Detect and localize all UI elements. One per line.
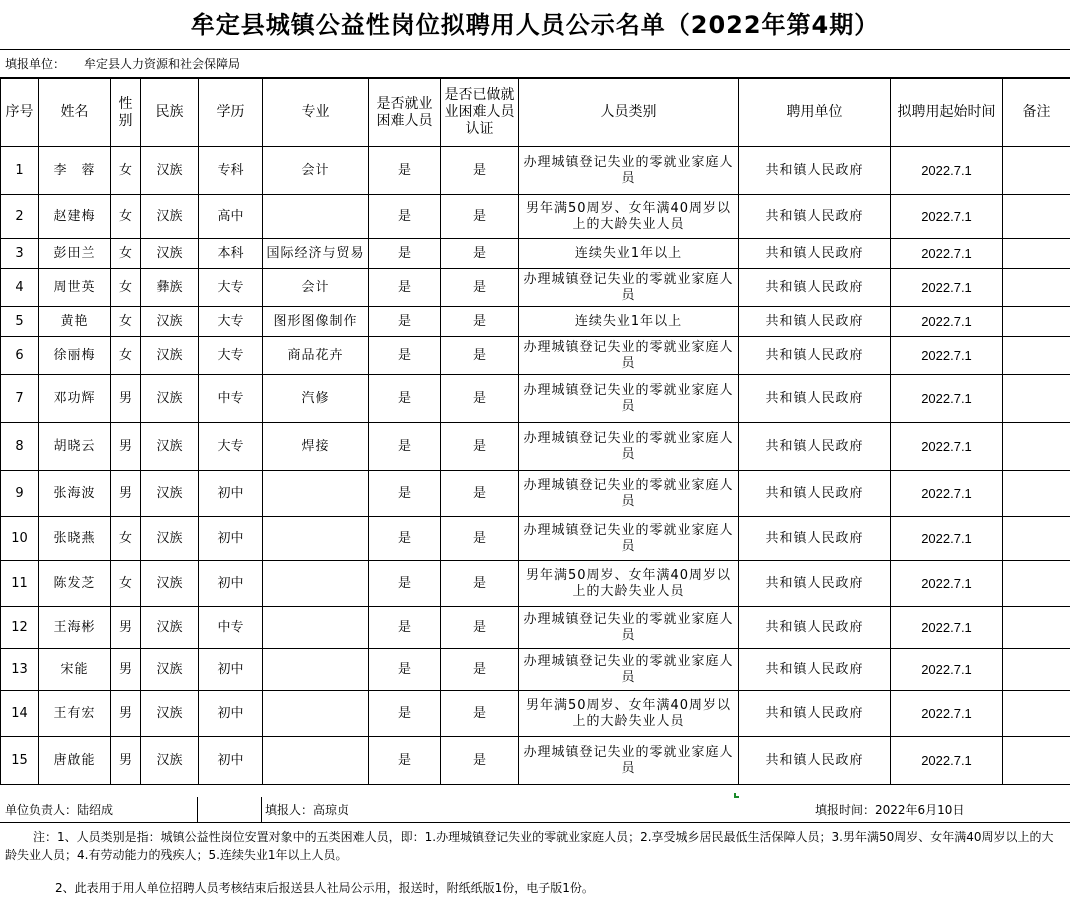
name-cell: 陈发芝	[39, 561, 111, 607]
ethnic-cell: 汉族	[141, 147, 199, 195]
signature-line	[0, 797, 1070, 823]
table-row	[1, 239, 1070, 269]
is-difficult-cell: 是	[369, 649, 441, 691]
name-cell: 李 蓉	[39, 147, 111, 195]
certified-cell: 是	[441, 337, 519, 375]
category-cell: 连续失业1年以上	[519, 307, 739, 337]
header-remark: 备注	[1003, 79, 1070, 147]
employer-cell: 共和镇人民政府	[739, 195, 891, 239]
ethnic-cell: 汉族	[141, 471, 199, 517]
name-cell: 赵建梅	[39, 195, 111, 239]
category-cell: 男年满50周岁、女年满40周岁以上的大龄失业人员	[519, 561, 739, 607]
seq-cell: 5	[1, 307, 39, 337]
name-cell: 胡晓云	[39, 423, 111, 471]
edu-cell: 初中	[199, 649, 263, 691]
ethnic-cell: 汉族	[141, 423, 199, 471]
table-header-row	[1, 79, 1070, 147]
major-cell: 焊接	[263, 423, 369, 471]
major-cell	[263, 691, 369, 737]
category-cell: 办理城镇登记失业的零就业家庭人员	[519, 147, 739, 195]
category-cell: 办理城镇登记失业的零就业家庭人员	[519, 375, 739, 423]
table-row	[1, 737, 1070, 785]
remark-cell	[1003, 147, 1070, 195]
table-row	[1, 607, 1070, 649]
sex-cell: 女	[111, 517, 141, 561]
seq-cell: 1	[1, 147, 39, 195]
start-date-cell: 2022.7.1	[891, 517, 1003, 561]
ethnic-cell: 彝族	[141, 269, 199, 307]
start-date-cell: 2022.7.1	[891, 737, 1003, 785]
employer-cell: 共和镇人民政府	[739, 337, 891, 375]
certified-cell: 是	[441, 423, 519, 471]
name-cell: 邓功辉	[39, 375, 111, 423]
table-row	[1, 337, 1070, 375]
table-row	[1, 375, 1070, 423]
start-date-cell: 2022.7.1	[891, 375, 1003, 423]
header-sex: 性别	[111, 79, 141, 147]
name-cell: 周世英	[39, 269, 111, 307]
edu-cell: 初中	[199, 561, 263, 607]
note-1: 注：1、人员类别是指：城镇公益性岗位安置对象中的五类困难人员，即：1.办理城镇登记失业的零就业家庭人员；2.享受城乡居民最低生活保障人员；3.男年满50周岁、女年满40周岁以上的大龄失业人员；4.有劳动能力的残疾人；5.连续失业1年以上人员。	[5, 830, 1054, 862]
is-difficult-cell: 是	[369, 307, 441, 337]
employer-cell: 共和镇人民政府	[739, 307, 891, 337]
certified-cell: 是	[441, 471, 519, 517]
certified-cell: 是	[441, 269, 519, 307]
certified-cell: 是	[441, 561, 519, 607]
table-row	[1, 561, 1070, 607]
remark-cell	[1003, 561, 1070, 607]
sex-cell: 男	[111, 423, 141, 471]
remark-cell	[1003, 307, 1070, 337]
sex-cell: 女	[111, 307, 141, 337]
remark-cell	[1003, 517, 1070, 561]
is-difficult-cell: 是	[369, 737, 441, 785]
start-date-cell: 2022.7.1	[891, 269, 1003, 307]
ethnic-cell: 汉族	[141, 649, 199, 691]
footer-divider	[261, 797, 262, 823]
is-difficult-cell: 是	[369, 195, 441, 239]
ethnic-cell: 汉族	[141, 691, 199, 737]
header-certified: 是否已做就业困难人员认证	[441, 79, 519, 147]
major-cell	[263, 561, 369, 607]
is-difficult-cell: 是	[369, 239, 441, 269]
certified-cell: 是	[441, 517, 519, 561]
name-cell: 宋能	[39, 649, 111, 691]
header-is-difficult: 是否就业困难人员	[369, 79, 441, 147]
ethnic-cell: 汉族	[141, 375, 199, 423]
seq-cell: 12	[1, 607, 39, 649]
name-cell: 徐丽梅	[39, 337, 111, 375]
header-start-date: 拟聘用起始时间	[891, 79, 1003, 147]
table-body	[1, 147, 1070, 785]
name-cell: 王有宏	[39, 691, 111, 737]
seq-cell: 6	[1, 337, 39, 375]
header-major: 专业	[263, 79, 369, 147]
header-ethnic: 民族	[141, 79, 199, 147]
start-date-cell: 2022.7.1	[891, 649, 1003, 691]
certified-cell: 是	[441, 375, 519, 423]
sex-cell: 男	[111, 649, 141, 691]
major-cell: 商品花卉	[263, 337, 369, 375]
remark-cell	[1003, 195, 1070, 239]
seq-cell: 15	[1, 737, 39, 785]
footer-divider	[197, 797, 198, 823]
remark-cell	[1003, 337, 1070, 375]
start-date-cell: 2022.7.1	[891, 337, 1003, 375]
employer-cell: 共和镇人民政府	[739, 239, 891, 269]
table-row	[1, 147, 1070, 195]
category-cell: 办理城镇登记失业的零就业家庭人员	[519, 649, 739, 691]
category-cell: 男年满50周岁、女年满40周岁以上的大龄失业人员	[519, 195, 739, 239]
remark-cell	[1003, 607, 1070, 649]
start-date-cell: 2022.7.1	[891, 195, 1003, 239]
category-cell: 办理城镇登记失业的零就业家庭人员	[519, 423, 739, 471]
category-cell: 办理城镇登记失业的零就业家庭人员	[519, 471, 739, 517]
edu-cell: 大专	[199, 423, 263, 471]
certified-cell: 是	[441, 737, 519, 785]
category-cell: 办理城镇登记失业的零就业家庭人员	[519, 269, 739, 307]
category-cell: 办理城镇登记失业的零就业家庭人员	[519, 607, 739, 649]
edu-cell: 初中	[199, 691, 263, 737]
edu-cell: 初中	[199, 517, 263, 561]
edu-cell: 初中	[199, 471, 263, 517]
note-2: 2、此表用于用人单位招聘人员考核结束后报送县人社局公示用，报送时，附纸纸版1份，电子版1份。	[55, 881, 594, 895]
certified-cell: 是	[441, 649, 519, 691]
start-date-cell: 2022.7.1	[891, 239, 1003, 269]
sex-cell: 男	[111, 471, 141, 517]
major-cell: 会计	[263, 147, 369, 195]
is-difficult-cell: 是	[369, 607, 441, 649]
major-cell	[263, 649, 369, 691]
seq-cell: 7	[1, 375, 39, 423]
major-cell: 汽修	[263, 375, 369, 423]
sex-cell: 男	[111, 691, 141, 737]
name-cell: 彭田兰	[39, 239, 111, 269]
seq-cell: 11	[1, 561, 39, 607]
employer-cell: 共和镇人民政府	[739, 517, 891, 561]
ethnic-cell: 汉族	[141, 517, 199, 561]
remark-cell	[1003, 471, 1070, 517]
sex-cell: 女	[111, 269, 141, 307]
edu-cell: 中专	[199, 375, 263, 423]
employer-cell: 共和镇人民政府	[739, 269, 891, 307]
name-cell: 王海彬	[39, 607, 111, 649]
is-difficult-cell: 是	[369, 691, 441, 737]
ethnic-cell: 汉族	[141, 337, 199, 375]
employer-cell: 共和镇人民政府	[739, 649, 891, 691]
seq-cell: 14	[1, 691, 39, 737]
header-edu: 学历	[199, 79, 263, 147]
table-row	[1, 691, 1070, 737]
table-row	[1, 649, 1070, 691]
seq-cell: 10	[1, 517, 39, 561]
sex-cell: 男	[111, 737, 141, 785]
personnel-table	[0, 78, 1070, 785]
major-cell	[263, 471, 369, 517]
ethnic-cell: 汉族	[141, 737, 199, 785]
sex-cell: 女	[111, 561, 141, 607]
sex-cell: 男	[111, 607, 141, 649]
employer-cell: 共和镇人民政府	[739, 561, 891, 607]
remark-cell	[1003, 269, 1070, 307]
name-cell: 黄艳	[39, 307, 111, 337]
unit-leader: 单位负责人：陆绍成	[5, 803, 114, 817]
seq-cell: 2	[1, 195, 39, 239]
table-row	[1, 517, 1070, 561]
remark-cell	[1003, 375, 1070, 423]
category-cell: 连续失业1年以上	[519, 239, 739, 269]
seq-cell: 13	[1, 649, 39, 691]
sex-cell: 女	[111, 337, 141, 375]
edu-cell: 大专	[199, 337, 263, 375]
employer-cell: 共和镇人民政府	[739, 423, 891, 471]
employer-cell: 共和镇人民政府	[739, 147, 891, 195]
name-cell: 唐啟能	[39, 737, 111, 785]
sex-cell: 男	[111, 375, 141, 423]
seq-cell: 9	[1, 471, 39, 517]
start-date-cell: 2022.7.1	[891, 307, 1003, 337]
major-cell: 图形图像制作	[263, 307, 369, 337]
table-row	[1, 423, 1070, 471]
certified-cell: 是	[441, 307, 519, 337]
is-difficult-cell: 是	[369, 375, 441, 423]
remark-cell	[1003, 423, 1070, 471]
header-category: 人员类别	[519, 79, 739, 147]
seq-cell: 8	[1, 423, 39, 471]
start-date-cell: 2022.7.1	[891, 561, 1003, 607]
category-cell: 办理城镇登记失业的零就业家庭人员	[519, 517, 739, 561]
table-row	[1, 269, 1070, 307]
major-cell	[263, 737, 369, 785]
fill-date: 填报时间：2022年6月10日	[815, 803, 965, 817]
header-employer: 聘用单位	[739, 79, 891, 147]
certified-cell: 是	[441, 239, 519, 269]
employer-cell: 共和镇人民政府	[739, 607, 891, 649]
employer-cell: 共和镇人民政府	[739, 737, 891, 785]
is-difficult-cell: 是	[369, 337, 441, 375]
edu-cell: 大专	[199, 269, 263, 307]
edu-cell: 大专	[199, 307, 263, 337]
table-row	[1, 195, 1070, 239]
is-difficult-cell: 是	[369, 561, 441, 607]
reporting-unit-label: 填报单位：	[5, 57, 66, 71]
name-cell: 张晓燕	[39, 517, 111, 561]
name-cell: 张海波	[39, 471, 111, 517]
is-difficult-cell: 是	[369, 269, 441, 307]
ethnic-cell: 汉族	[141, 239, 199, 269]
category-cell: 男年满50周岁、女年满40周岁以上的大龄失业人员	[519, 691, 739, 737]
certified-cell: 是	[441, 607, 519, 649]
reporting-unit-line	[0, 50, 1070, 78]
start-date-cell: 2022.7.1	[891, 147, 1003, 195]
is-difficult-cell: 是	[369, 423, 441, 471]
ethnic-cell: 汉族	[141, 307, 199, 337]
sex-cell: 女	[111, 239, 141, 269]
category-cell: 办理城镇登记失业的零就业家庭人员	[519, 737, 739, 785]
edu-cell: 本科	[199, 239, 263, 269]
major-cell	[263, 517, 369, 561]
employer-cell: 共和镇人民政府	[739, 691, 891, 737]
ethnic-cell: 汉族	[141, 607, 199, 649]
header-seq: 序号	[1, 79, 39, 147]
employer-cell: 共和镇人民政府	[739, 471, 891, 517]
major-cell	[263, 195, 369, 239]
certified-cell: 是	[441, 195, 519, 239]
category-cell: 办理城镇登记失业的零就业家庭人员	[519, 337, 739, 375]
ethnic-cell: 汉族	[141, 195, 199, 239]
sex-cell: 女	[111, 195, 141, 239]
remark-cell	[1003, 649, 1070, 691]
filler: 填报人：高琼贞	[265, 803, 350, 817]
table-row	[1, 307, 1070, 337]
employer-cell: 共和镇人民政府	[739, 375, 891, 423]
major-cell: 国际经济与贸易	[263, 239, 369, 269]
header-name: 姓名	[39, 79, 111, 147]
start-date-cell: 2022.7.1	[891, 607, 1003, 649]
edu-cell: 专科	[199, 147, 263, 195]
table-row	[1, 471, 1070, 517]
is-difficult-cell: 是	[369, 471, 441, 517]
major-cell: 会计	[263, 269, 369, 307]
remark-cell	[1003, 737, 1070, 785]
seq-cell: 4	[1, 269, 39, 307]
edu-cell: 初中	[199, 737, 263, 785]
reporting-unit-value: 牟定县人力资源和社会保障局	[84, 57, 241, 71]
is-difficult-cell: 是	[369, 147, 441, 195]
seq-cell: 3	[1, 239, 39, 269]
edu-cell: 高中	[199, 195, 263, 239]
edu-cell: 中专	[199, 607, 263, 649]
remark-cell	[1003, 239, 1070, 269]
page-title: 牟定县城镇公益性岗位拟聘用人员公示名单（2022年第4期）	[0, 0, 1070, 50]
start-date-cell: 2022.7.1	[891, 691, 1003, 737]
certified-cell: 是	[441, 691, 519, 737]
is-difficult-cell: 是	[369, 517, 441, 561]
major-cell	[263, 607, 369, 649]
sex-cell: 女	[111, 147, 141, 195]
certified-cell: 是	[441, 147, 519, 195]
start-date-cell: 2022.7.1	[891, 471, 1003, 517]
remark-cell	[1003, 691, 1070, 737]
start-date-cell: 2022.7.1	[891, 423, 1003, 471]
ethnic-cell: 汉族	[141, 561, 199, 607]
